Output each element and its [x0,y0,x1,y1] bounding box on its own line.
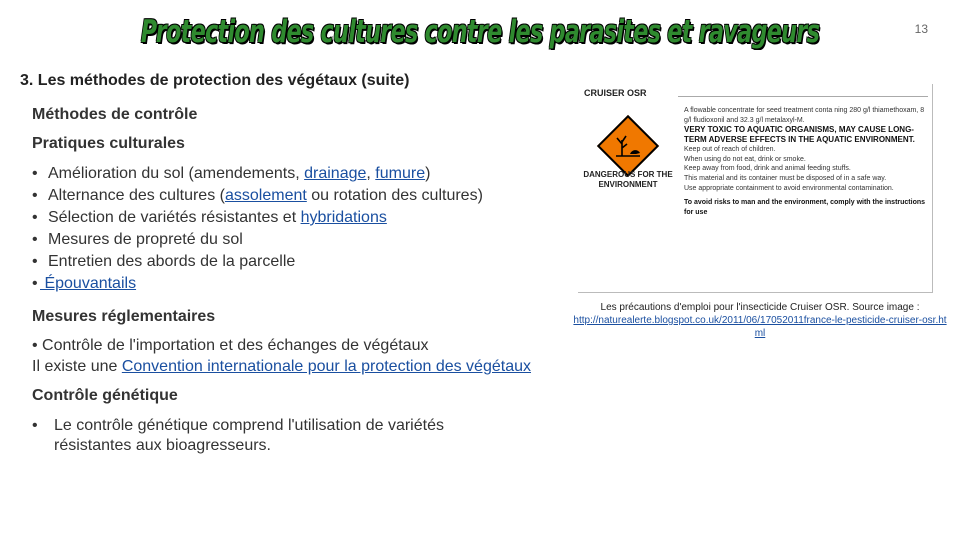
bullet: • [32,253,38,270]
genetic-item: • Le contrôle génétique comprend l'utilisation de variétés résistantes aux bioagresseurs. [32,417,444,454]
label-bottom-note: To avoid risks to man and the environment, comply with the instructions for use [684,199,926,216]
link-fumure[interactable]: fumure [375,165,426,182]
regulatory-heading: Mesures réglementaires [32,308,216,325]
bullet: • [32,231,38,248]
cultural-heading: Pratiques culturales [32,135,185,152]
link-hybridations[interactable]: hybridations [300,209,387,226]
page-number: 13 [914,22,928,36]
label-text: A flowable concentrate for seed treatment conta ning 280 g/l thiamethoxam, 8 g/l fludioxonil and 32.3 g/l metalaxyl-M. VERY TOXIC TO AQUATIC ORGANISMS, MAY CAUSE LONG-TERM ADVERSE EFFECTS IN THE AQUATIC ENVIRONMENT. Keep out of reach of children. When using do not eat, drink or smoke. Keep away from food, drink and animal feeding stuffs. This material and its container must be disposed of in a safe way. Use appropriate containment to avoid environmental contamination. To avoid risks to man and the environment, comply with the instructions for use [684,107,926,216]
list-item: • Amélioration du sol (amendements, drainage, fumure) [32,165,431,182]
hazard-text: DANGEROUS FOR THE ENVIRONMENT [583,170,673,189]
methods-heading: Méthodes de contrôle [32,106,198,123]
link-convention[interactable]: Convention internationale pour la protection des végétaux [121,358,531,375]
link-drainage[interactable]: drainage [304,165,367,182]
list-item: • Mesures de propreté du sol [32,231,243,248]
link-assolement[interactable]: assolement [224,187,307,204]
list-item: • Alternance des cultures (assolement ou rotation des cultures) [32,187,483,204]
label-warning: VERY TOXIC TO AQUATIC ORGANISMS, MAY CAUSE LONG-TERM ADVERSE EFFECTS IN THE AQUATIC ENVIRONMENT. [684,125,915,145]
list-item: • Entretien des abords de la parcelle [32,253,296,270]
bullet: • [32,417,38,434]
bullet: • [32,165,38,182]
list-item [32,275,136,293]
label-divider [678,96,928,97]
section-subtitle: 3. Les méthodes de protection des végétaux (suite) [20,72,410,89]
caption-source-link[interactable]: http://naturealerte.blogspot.co.uk/2011/06/17052011france-le-pesticide-cruiser-osr.html [573,315,947,339]
regulatory-line: • Contrôle de l'importation et des échanges de végétaux [32,337,429,354]
link-epouvantails[interactable]: Épouvantails [40,275,137,292]
slide-title: Protection des cultures contre les parasites et ravageurs [140,14,820,50]
regulatory-convention-line: Il existe une Convention internationale pour la protection des végétaux [32,358,531,375]
hazard-symbol-icon [597,115,659,177]
label-brand: CRUISER OSR [584,88,647,98]
genetic-heading: Contrôle génétique [32,387,178,404]
product-label-image [578,84,933,293]
bullet: • [32,275,38,292]
image-caption: Les précautions d'emploi pour l'insecticide Cruiser OSR. Source image : http://naturealerte.blogspot.co.uk/2011/06/17052011france-le-pesticide-cruiser-osr.html [573,302,947,339]
bullet: • [32,187,38,204]
list-item: • Sélection de variétés résistantes et hybridations [32,209,387,226]
bullet: • [32,209,38,226]
